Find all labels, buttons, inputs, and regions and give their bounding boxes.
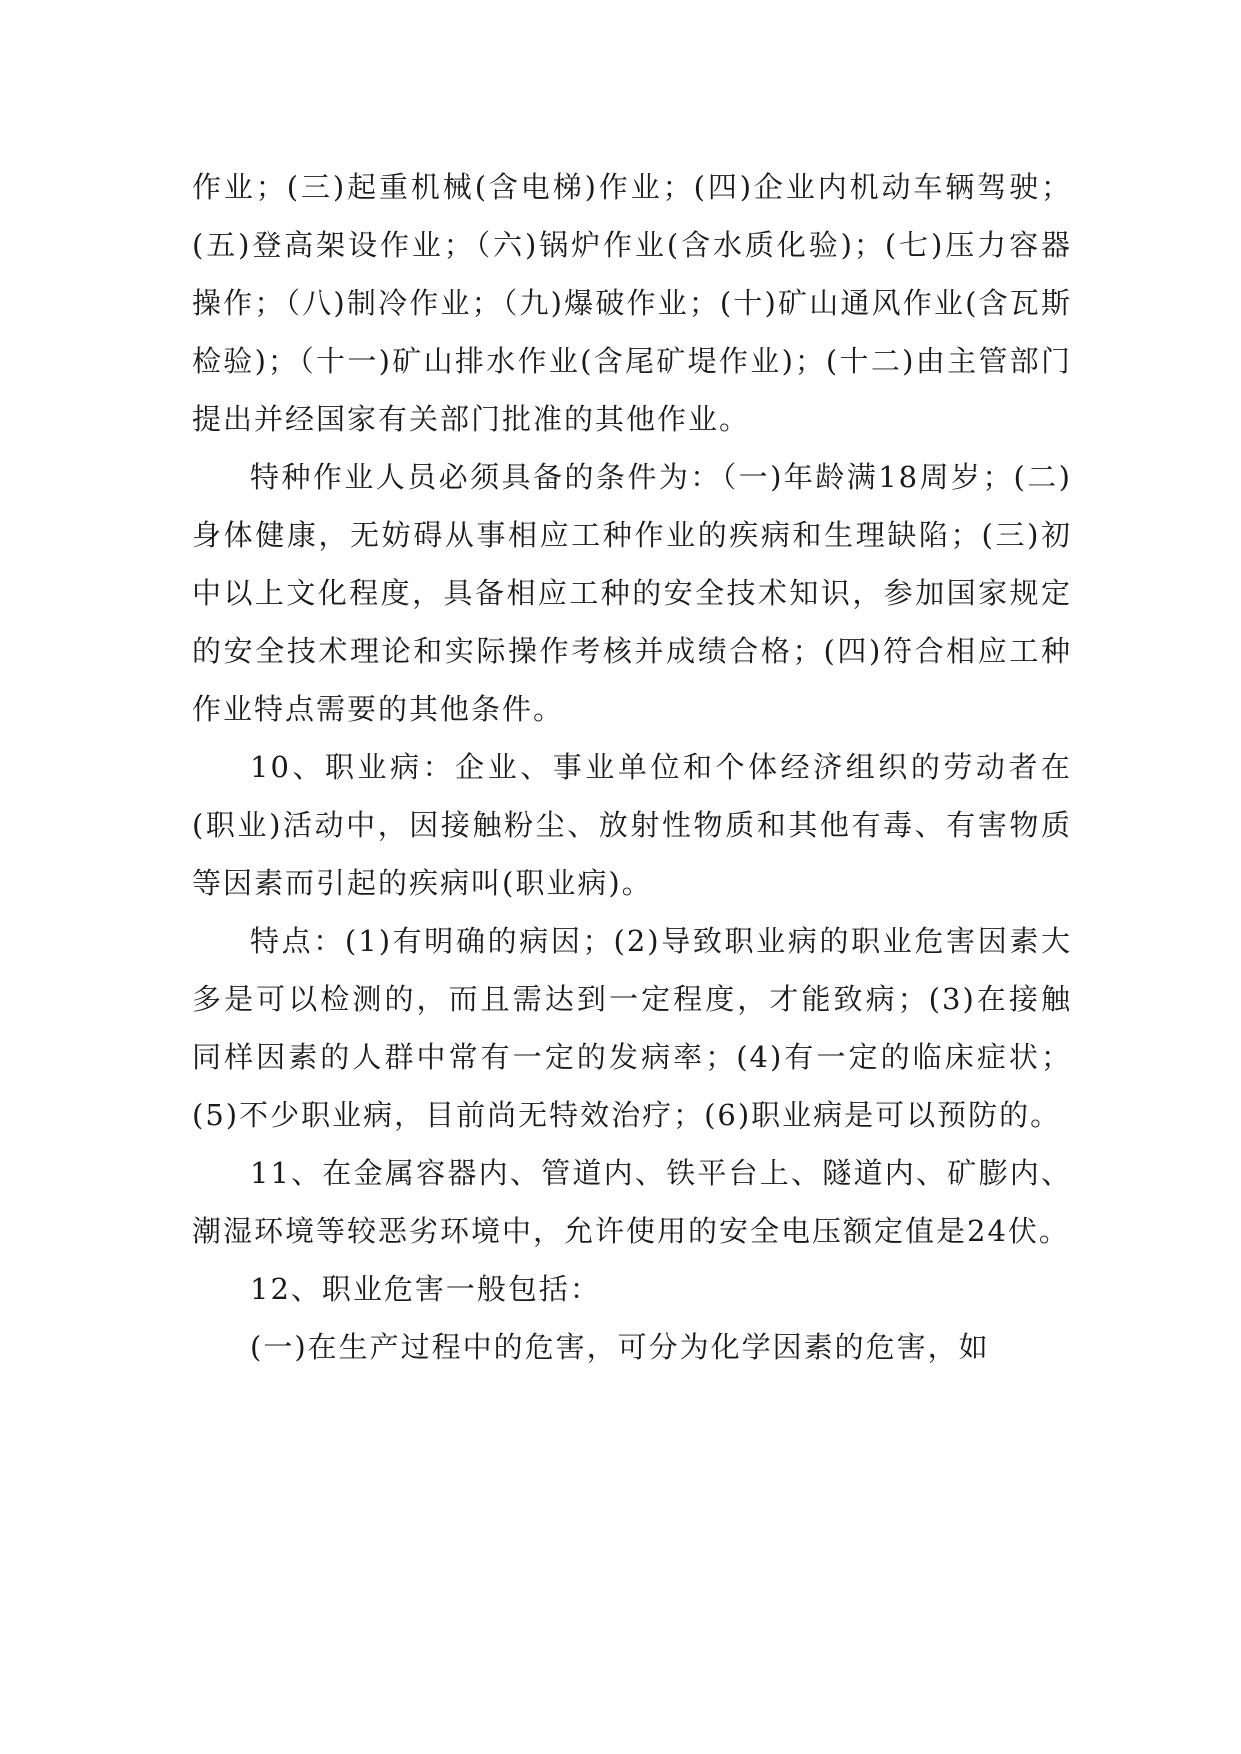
paragraph-occupational-hazards-heading: 12、职业危害一般包括： [250,1272,601,1306]
paragraph-occupational-disease-definition: 10、职业病：企业、事业单位和个体经济组织的劳动者在(职业)活动中，因接触粉尘、放射性物质和其他有毒、有害物质等因素而引起的疾病叫(职业病)。 [192,750,1072,900]
paragraph-occupational-disease-features: 特点：(1)有明确的病因；(2)导致职业病的职业危害因素大多是可以检测的，而且需达到一定程度，才能致病；(3)在接触同样因素的人群中常有一定的发病率；(4)有一定的临床症状；(5)不少职业病，目前尚无特效治疗；(6)职业病是可以预防的。 [192,924,1072,1132]
paragraph-special-operations-list: 作业；(三)起重机械(含电梯)作业；(四)企业内机动车辆驾驶；(五)登高架设作业；（六)锅炉作业(含水质化验)；(七)压力容器操作；（八)制冷作业；（九)爆破作业；(十)矿山通风作业(含瓦斯检验)；（十一)矿山排水作业(含尾矿堤作业)；(十二)由主管部门提出并经国家有关部门批准的其他作业。 [192,170,1072,436]
paragraph-special-operator-requirements: 特种作业人员必须具备的条件为：（一)年龄满18周岁；(二)身体健康，无妨碍从事相应工种作业的疾病和生理缺陷；(三)初中以上文化程度，具备相应工种的安全技术知识，参加国家规定的安全技术理论和实际操作考核并成绩合格；(四)符合相应工种作业特点需要的其他条件。 [192,460,1072,726]
paragraph-production-hazards: (一)在生产过程中的危害，可分为化学因素的危害，如 [250,1330,990,1364]
paragraph-safety-voltage: 11、在金属容器内、管道内、铁平台上、隧道内、矿膨内、潮湿环境等较恶劣环境中，允许使用的安全电压额定值是24伏。 [192,1156,1072,1248]
document-page [192,158,1072,1376]
